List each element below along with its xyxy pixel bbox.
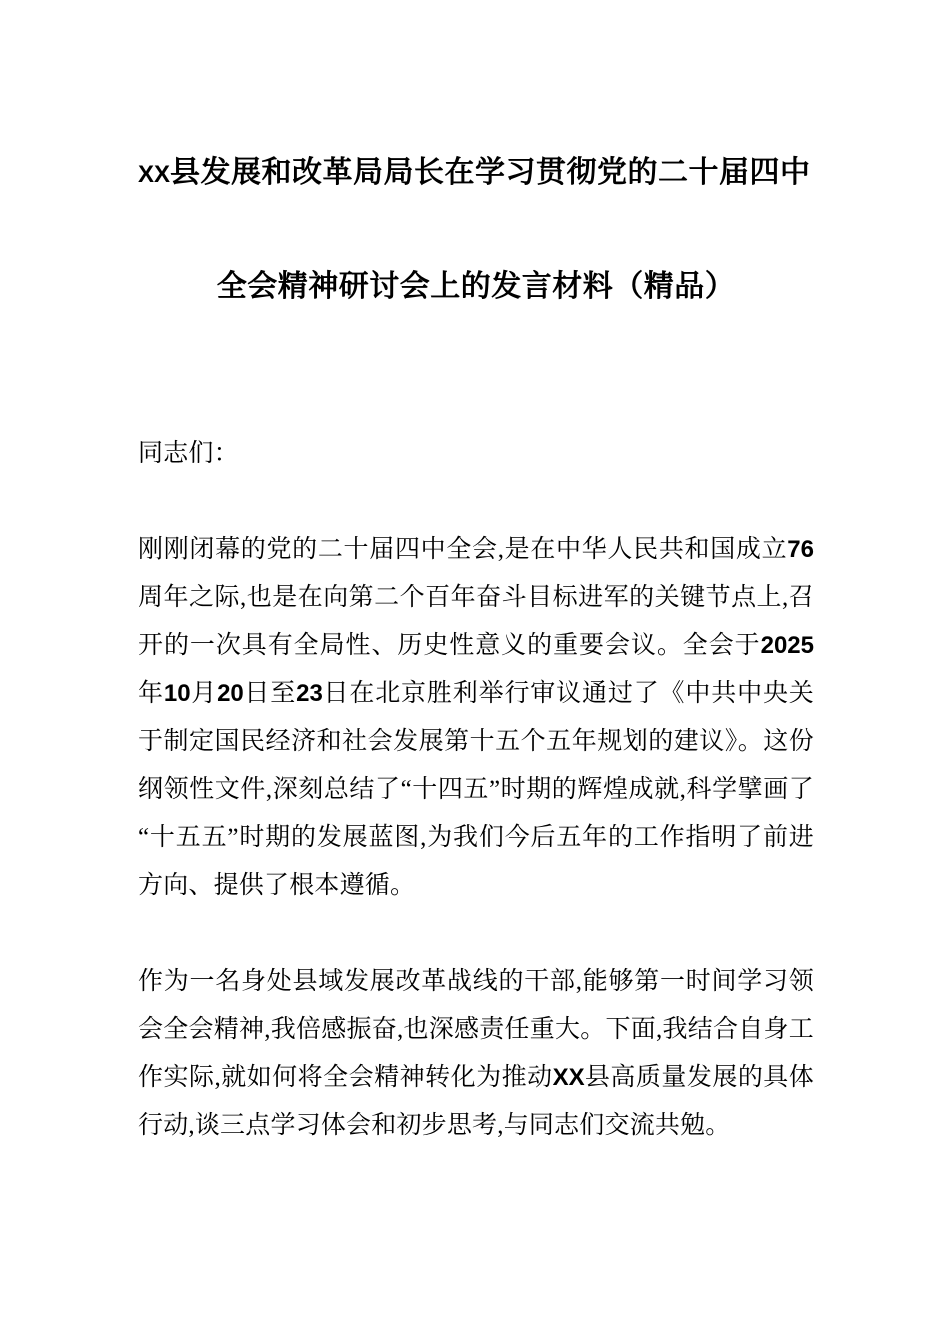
body-paragraph-1: 刚刚闭幕的党的二十届四中全会,是在中华人民共和国成立76周年之际,也是在向第二个百年奋斗目标进军的关键节点上,召开的一次具有全局性、历史性意义的重要会议。全会于2025年10月20日至23日在北京胜利举行审议通过了《中共中央关于制定国民经济和社会发展第十五个五年规划的建议》。这份纲领性文件,深刻总结了“十四五”时期的辉煌成就,科学擘画了“十五五”时期的发展蓝图,为我们今后五年的工作指明了前进方向、提供了根本遵循。 bbox=[138, 536, 815, 899]
spacer-after-salutation bbox=[138, 478, 814, 526]
body-paragraph-2: 作为一名身处县域发展改革战线的干部,能够第一时间学习领会全会精神,我倍感振奋,也深感责任重大。下面,我结合自身工作实际,就如何将全会精神转化为推动XX县高质量发展的具体行动,谈三点学习体会和初步思考,与同志们交流共勉。 bbox=[138, 968, 814, 1139]
document-body bbox=[138, 302, 814, 1150]
spacer-between-paragraphs bbox=[138, 910, 814, 958]
document-title-line-2: 全会精神研讨会上的发言材料（精品） bbox=[216, 270, 736, 303]
document-content bbox=[138, 0, 814, 1150]
document-title-line-1: XX县发展和改革局局长在学习贯彻党的二十届四中 bbox=[138, 156, 811, 189]
salutation: 同志们： bbox=[138, 440, 239, 467]
